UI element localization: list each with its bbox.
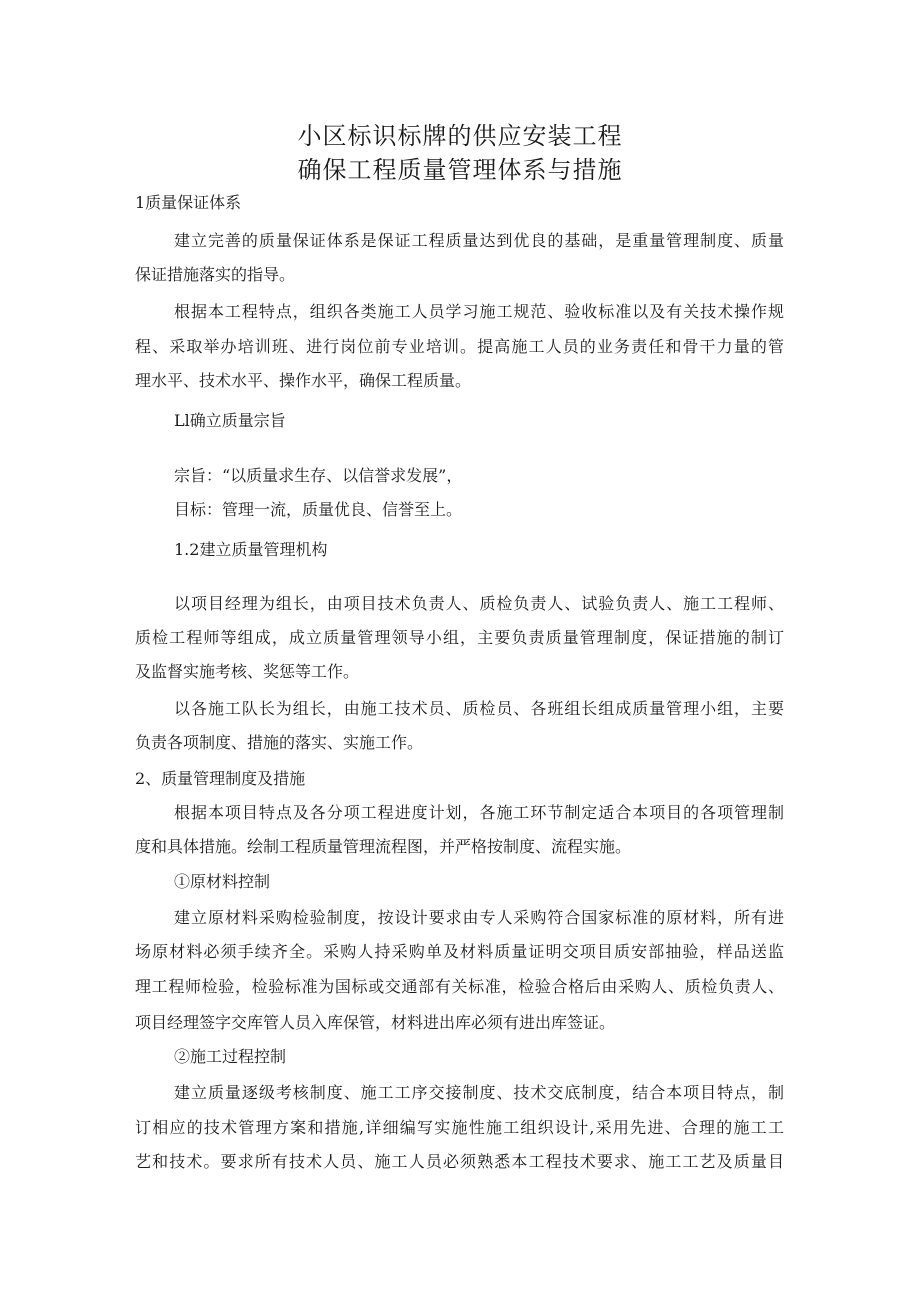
paragraph-line: 根据本项目特点及各分项工程进度计划，各施工环节制定适合本项目的各项管理制 (174, 803, 784, 822)
item-heading-raw-material-control: ①原材料控制 (174, 872, 271, 891)
paragraph-line: 负责各项制度、措施的落实、实施工作。 (135, 733, 424, 752)
paragraph-line: 目标：管理一流，质量优良、信誉至上。 (174, 500, 463, 519)
paragraph-line: 理水平、技术水平、操作水平，确保工程质量。 (135, 371, 472, 390)
paragraph-line: 程、采取举办培训班、进行岗位前专业培训。提高施工人员的业务责任和骨干力量的管 (135, 337, 784, 356)
paragraph-line: 建立质量逐级考核制度、施工工序交接制度、技术交底制度，结合本项目特点，制 (174, 1083, 784, 1102)
paragraph-line: 场原材料必须手续齐全。采购人持采购单及材料质量证明交项目质安部抽验，样品送监 (135, 942, 784, 961)
document-title-line-1: 小区标识标牌的供应安装工程 (297, 122, 623, 150)
paragraph-line: 订相应的技术管理方案和措施,详细编写实施性施工组织设计,采用先进、合理的施工工 (135, 1118, 784, 1137)
paragraph-line: 理工程师检验，检验标准为国标或交通部有关标准，检验合格后由采购人、质检负责人、 (135, 977, 784, 996)
paragraph-line: 建立完善的质量保证体系是保证工程质量达到优良的基础，是重量管理制度、质量 (174, 231, 784, 250)
paragraph-line: 度和具体措施。绘制工程质量管理流程图，并严格按制度、流程实施。 (135, 837, 632, 856)
paragraph-line: 质检工程师等组成，成立质量管理领导小组，主要负责质量管理制度，保证措施的制订 (135, 628, 784, 647)
paragraph-line: 以项目经理为组长，由项目技术负责人、质检负责人、试验负责人、施工工程师、 (174, 594, 784, 613)
section-heading-quality-management-system: 2、质量管理制度及措施 (135, 769, 306, 788)
paragraph-line: 项目经理签字交库管人员入库保管，材料进出库必须有进出库签证。 (135, 1013, 616, 1032)
paragraph-line: 以各施工队长为组长，由施工技术员、质检员、各班组长组成质量管理小组，主要 (174, 699, 784, 718)
paragraph-line: 保证措施落实的指导。 (135, 265, 296, 284)
paragraph-line: 宗旨：“以质量求生存、以信誉求发展”， (174, 466, 463, 485)
item-heading-construction-process-control: ②施工过程控制 (174, 1047, 287, 1066)
section-heading-quality-assurance-system: 1质量保证体系 (135, 193, 242, 212)
paragraph-line: 艺和技术。要求所有技术人员、施工人员必须熟悉本工程技术要求、施工工艺及质量目 (135, 1152, 784, 1171)
paragraph-line: 建立原材料采购检验制度，按设计要求由专人采购符合国家标准的原材料，所有进 (174, 908, 784, 927)
paragraph-line: 根据本工程特点，组织各类施工人员学习施工规范、验收标准以及有关技术操作规 (174, 302, 784, 321)
document-title-line-2: 确保工程质量管理体系与措施 (297, 156, 623, 184)
subsection-heading-quality-organization: 1.2建立质量管理机构 (174, 540, 328, 559)
paragraph-line: 及监督实施考核、奖惩等工作。 (135, 662, 360, 681)
subsection-heading-quality-purpose: Ll确立质量宗旨 (174, 411, 286, 430)
